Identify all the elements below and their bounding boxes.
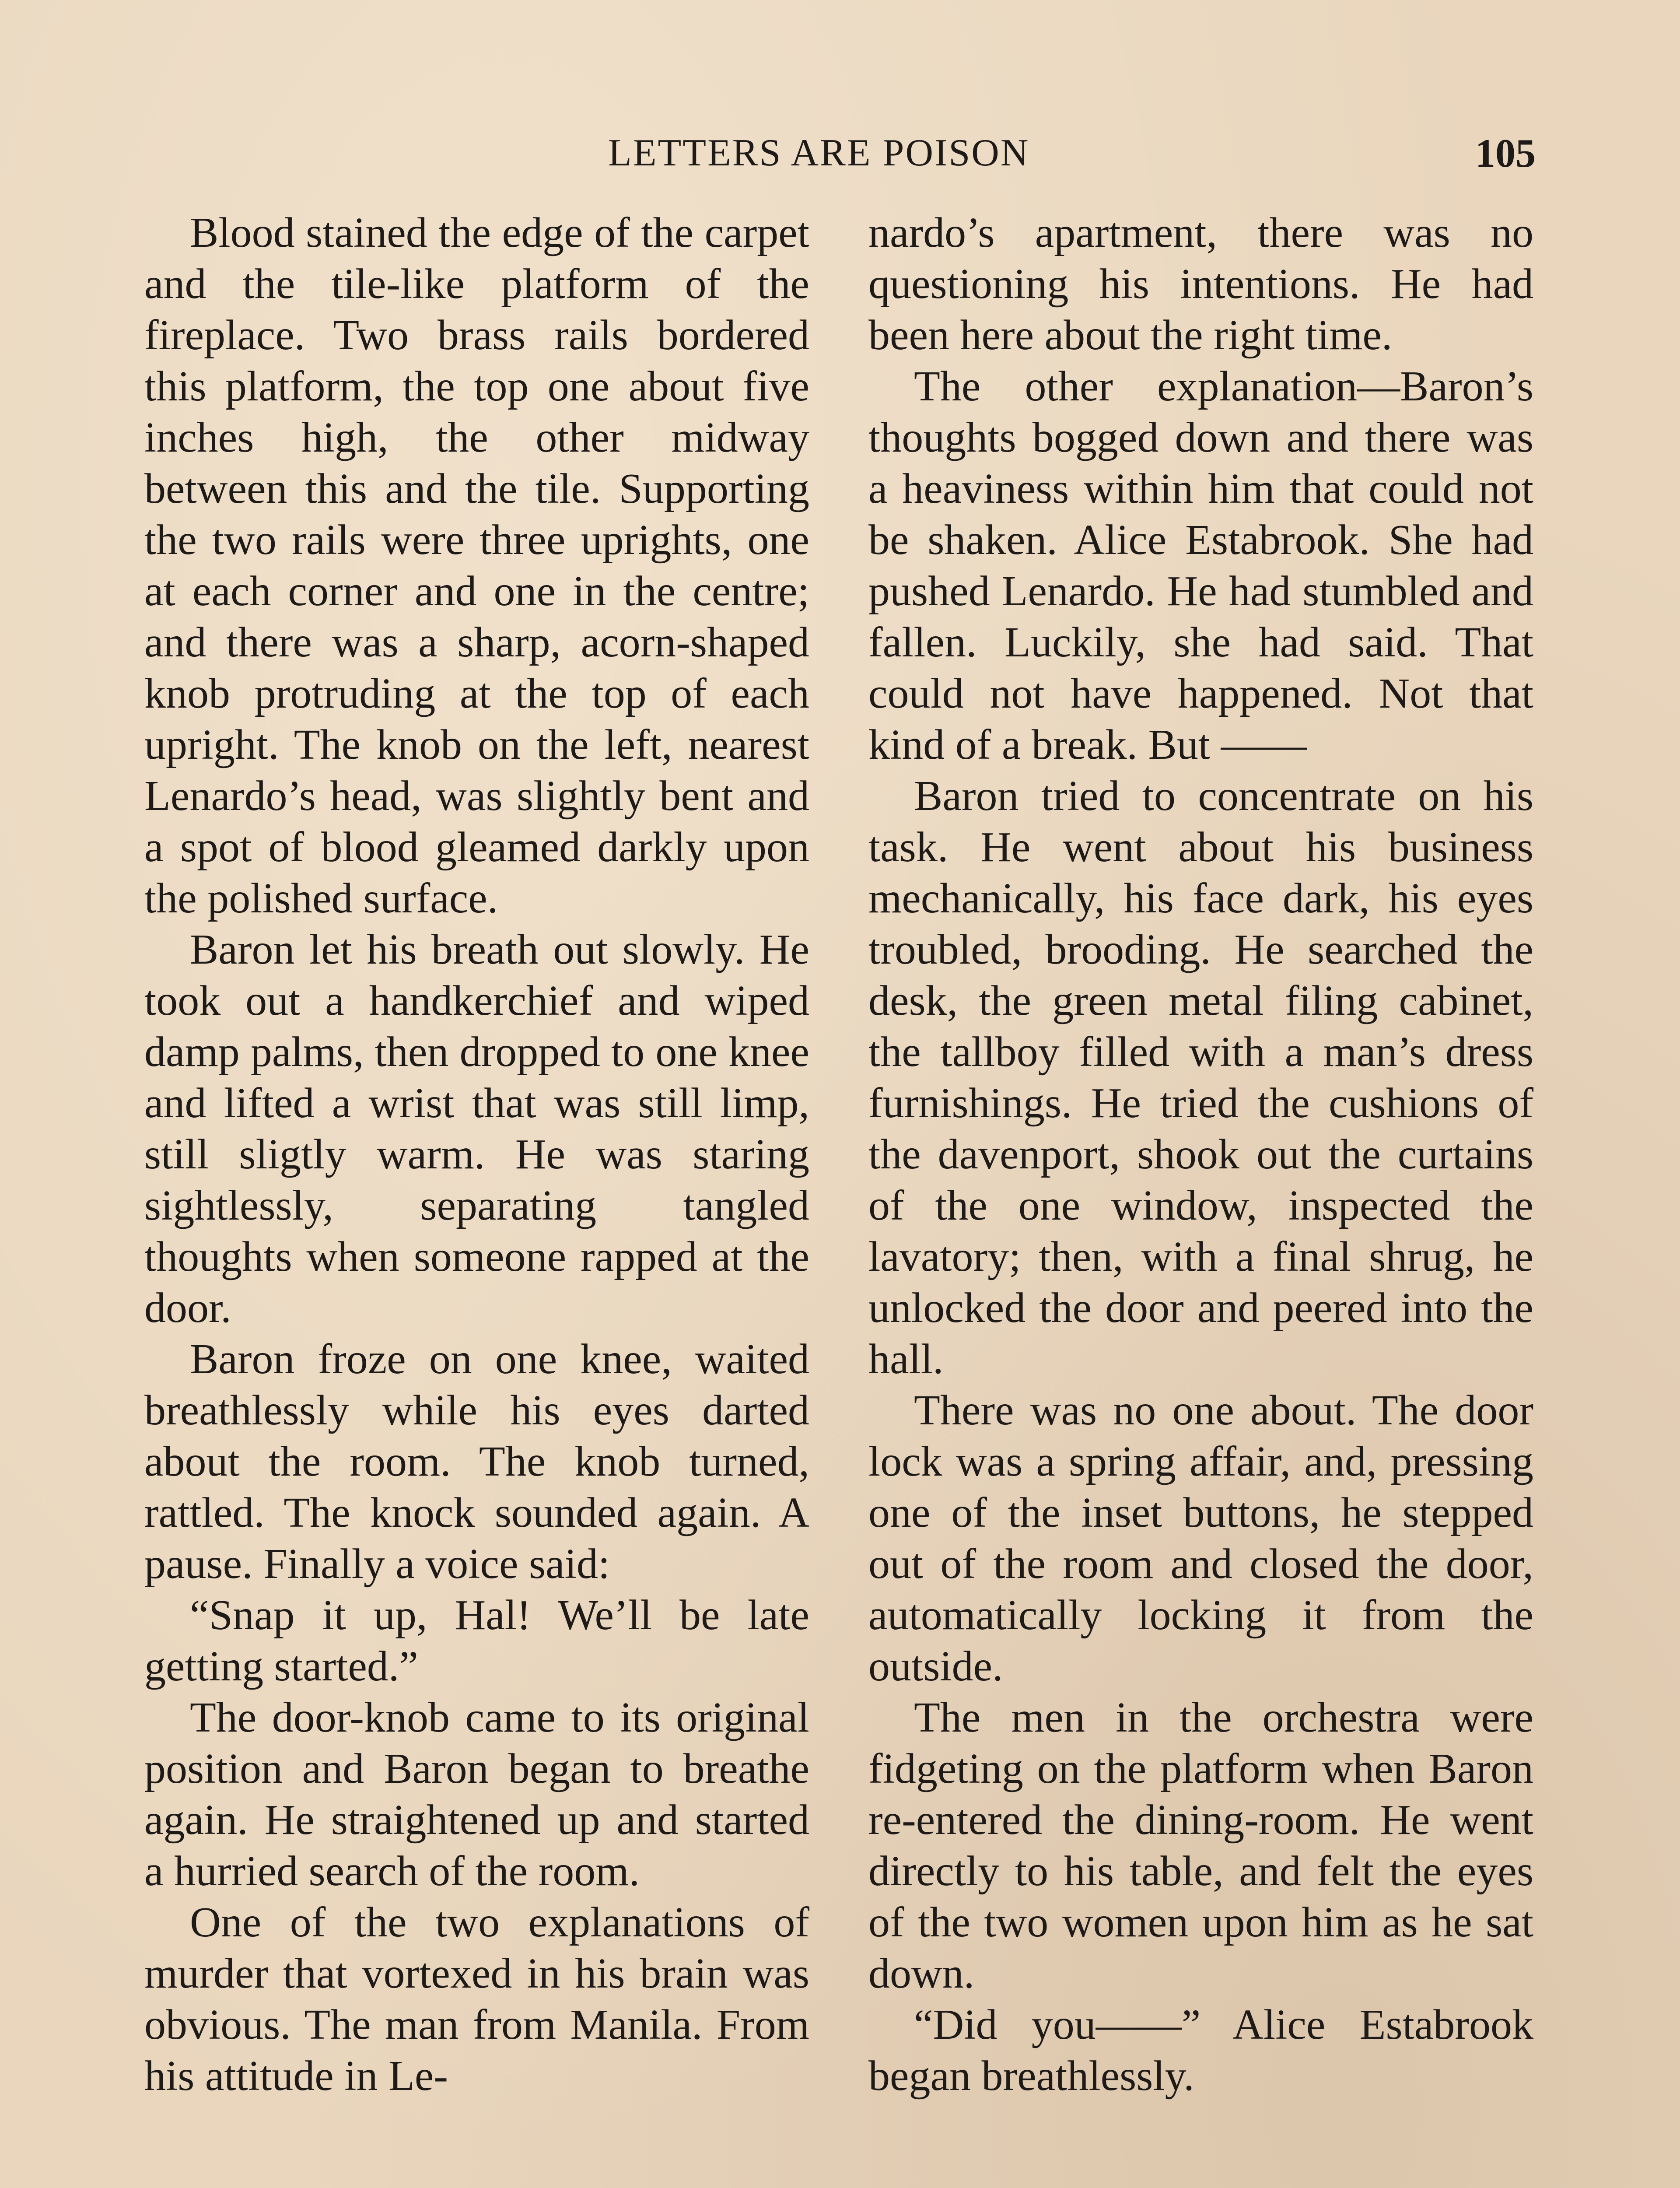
right-column <box>868 207 1533 2102</box>
paragraph: The other explanation—Baron’s thoughts bogged down and there was a heaviness within him that could not be shaken. Alice Estabrook. She had pushed Lenardo. He had stumbled and fallen. Luckily, she had said. That could not have happened. Not that kind of a break. But —— <box>868 363 1533 768</box>
left-column <box>144 207 809 2102</box>
paragraph: The men in the orchestra were fidgeting on the platform when Baron re-entered the dining-room. He went directly to his table, and felt the eyes of the two women upon him as he sat down. <box>868 1694 1533 1997</box>
paragraph: One of the two explanations of murder that vortexed in his brain was obvious. The man from Manila. From his attitude in Le- <box>144 1899 809 2100</box>
paragraph-continued: nardo’s apartment, there was no questioning his intentions. He had been here about the right time. <box>868 209 1533 359</box>
running-title: LETTERS ARE POISON <box>608 132 1030 174</box>
paragraph: There was no one about. The door lock was a spring affair, and, pressing one of the inset buttons, he stepped out of the room and closed the door, automatically locking it from the outside. <box>868 1387 1533 1690</box>
paragraph: Baron froze on one knee, waited breathlessly while his eyes darted about the room. The knob turned, rattled. The knock sounded again. A pause. Finally a voice said: <box>144 1336 809 1588</box>
paragraph: The door-knob came to its original position and Baron began to breathe again. He straightened up and started a hurried search of the room. <box>144 1694 809 1895</box>
paragraph: Blood stained the edge of the carpet and the tile-like platform of the fireplace. Two brass rails bordered this platform, the top one about five inches high, the other midway between this and the tile. Supporting the two rails were three uprights, one at each corner and one in the centre; and there was a sharp, acorn-shaped knob protruding at the top of each upright. The knob on the left, nearest Lenardo’s head, was slightly bent and a spot of blood gleamed darkly upon the polished surface. <box>144 209 809 922</box>
paragraph: Baron let his breath out slowly. He took out a handkerchief and wiped damp palms, then dropped to one knee and lifted a wrist that was still limp, still sligtly warm. He was staring sightlessly, separating tangled thoughts when someone rapped at the door. <box>144 926 809 1332</box>
running-header <box>0 127 1680 179</box>
paragraph: “Snap it up, Hal! We’ll be late getting started.” <box>144 1592 809 1690</box>
paragraph: “Did you——” Alice Estabrook began breathlessly. <box>868 2001 1533 2100</box>
page-number: 105 <box>1475 131 1536 175</box>
paragraph: Baron tried to concentrate on his task. He went about his business mechanically, his face dark, his eyes troubled, brooding. He searched the desk, the green metal filing cabinet, the tallboy filled with a man’s dress furnishings. He tried the cushions of the davenport, shook out the curtains of the one window, inspected the lavatory; then, with a final shrug, he unlocked the door and peered into the hall. <box>868 772 1533 1383</box>
